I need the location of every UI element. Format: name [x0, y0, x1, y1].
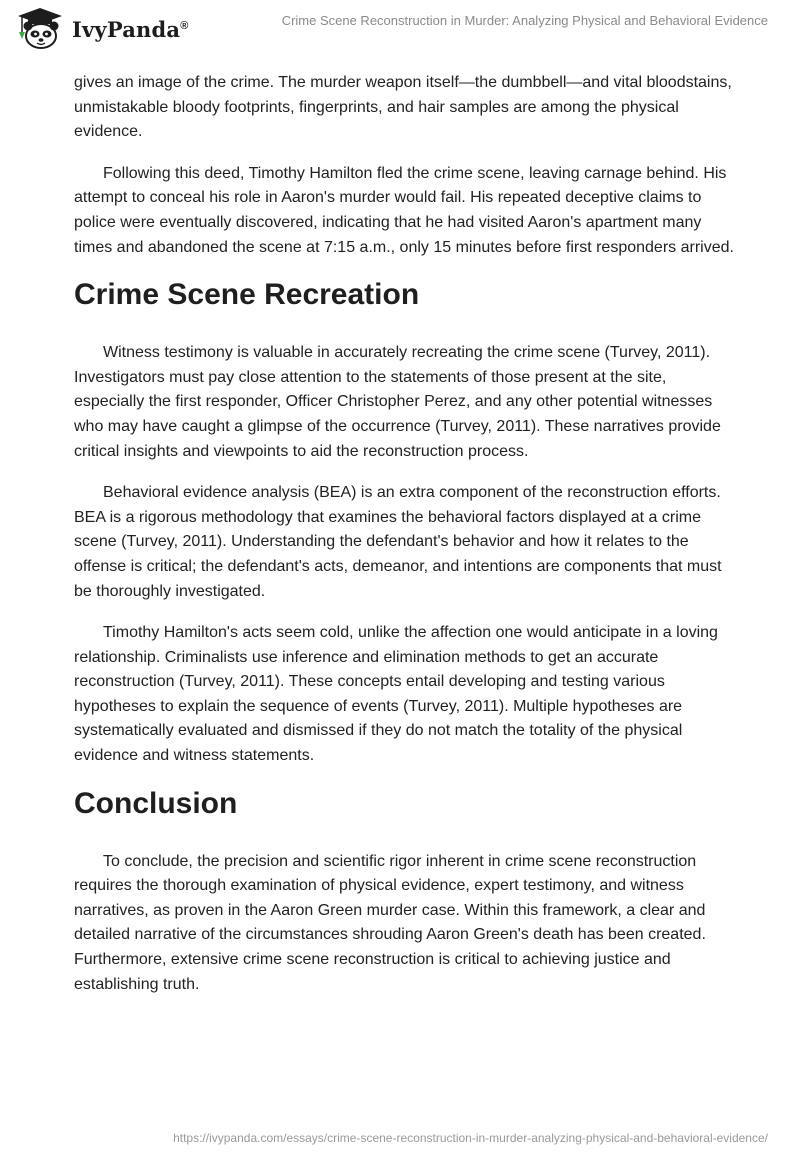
paragraph: Witness testimony is valuable in accurately recreating the crime scene (Turvey, 2011). Investigators must pay close attention to the statements of those present at the site, especially the first responder, Officer Christopher Perez, and any other potential witnesses who may have caught a glimpse of the occurrence (Turvey, 2011). These narratives provide critical insights and viewpoints to aid the reconstruction process.: [74, 344, 721, 460]
brand-logo[interactable]: [14, 6, 189, 50]
paragraph: Timothy Hamilton's acts seem cold, unlike the affection one would anticipate in a loving relationship. Criminalists use inference and elimination methods to get an accurate reconstruction (Turvey, 2011). These concepts entail developing and testing various hypotheses to explain the sequence of events (Turvey, 2011). Multiple hypotheses are systematically evaluated and dismissed if they do not match the totality of the physical evidence and witness statements.: [74, 624, 718, 765]
paragraph-continued: gives an image of the crime. The murder weapon itself—the dumbbell—and vital bloodstains, unmistakable bloody footprints, fingerprints, and hair samples are among the physical evidence.: [74, 74, 732, 141]
page-header: [0, 0, 800, 56]
section-heading-crime-scene-recreation: Crime Scene Recreation: [74, 278, 420, 312]
paragraph: To conclude, the precision and scientific rigor inherent in crime scene reconstruction requires the thorough examination of physical evidence, expert testimony, and witness narratives, as proven in the Aaron Green murder case. Within this framework, a clear and detailed narrative of the circumstances shrouding Aaron Green's death has been created. Furthermore, extensive crime scene reconstruction is critical to achieving justice and establishing truth.: [74, 852, 706, 993]
brand-name: IvyPanda®: [72, 16, 189, 42]
essay-body: [74, 71, 734, 1014]
source-url[interactable]: https://ivypanda.com/essays/crime-scene-reconstruction-in-murder-analyzing-physical-and-behavioral-evidence/: [173, 1131, 768, 1145]
document-title: Crime Scene Reconstruction in Murder: Analyzing Physical and Behavioral Evidence: [281, 13, 768, 28]
panda-graduate-icon: [14, 6, 66, 50]
paragraph: Following this deed, Timothy Hamilton fled the crime scene, leaving carnage behind. His attempt to conceal his role in Aaron's murder would fail. His repeated deceptive claims to police were eventually discovered, indicating that he had visited Aaron's apartment many times and abandoned the scene at 7:15 a.m., only 15 minutes before first responders arrived.: [74, 164, 734, 256]
section-heading-conclusion: Conclusion: [74, 786, 238, 820]
paragraph: Behavioral evidence analysis (BEA) is an extra component of the reconstruction efforts. BEA is a rigorous methodology that examines the behavioral factors displayed at a crime scene (Turvey, 2011). Understanding the defendant's behavior and how it relates to the offense is critical; the defendant's acts, demeanor, and intentions are components that must be thoroughly investigated.: [74, 484, 722, 600]
